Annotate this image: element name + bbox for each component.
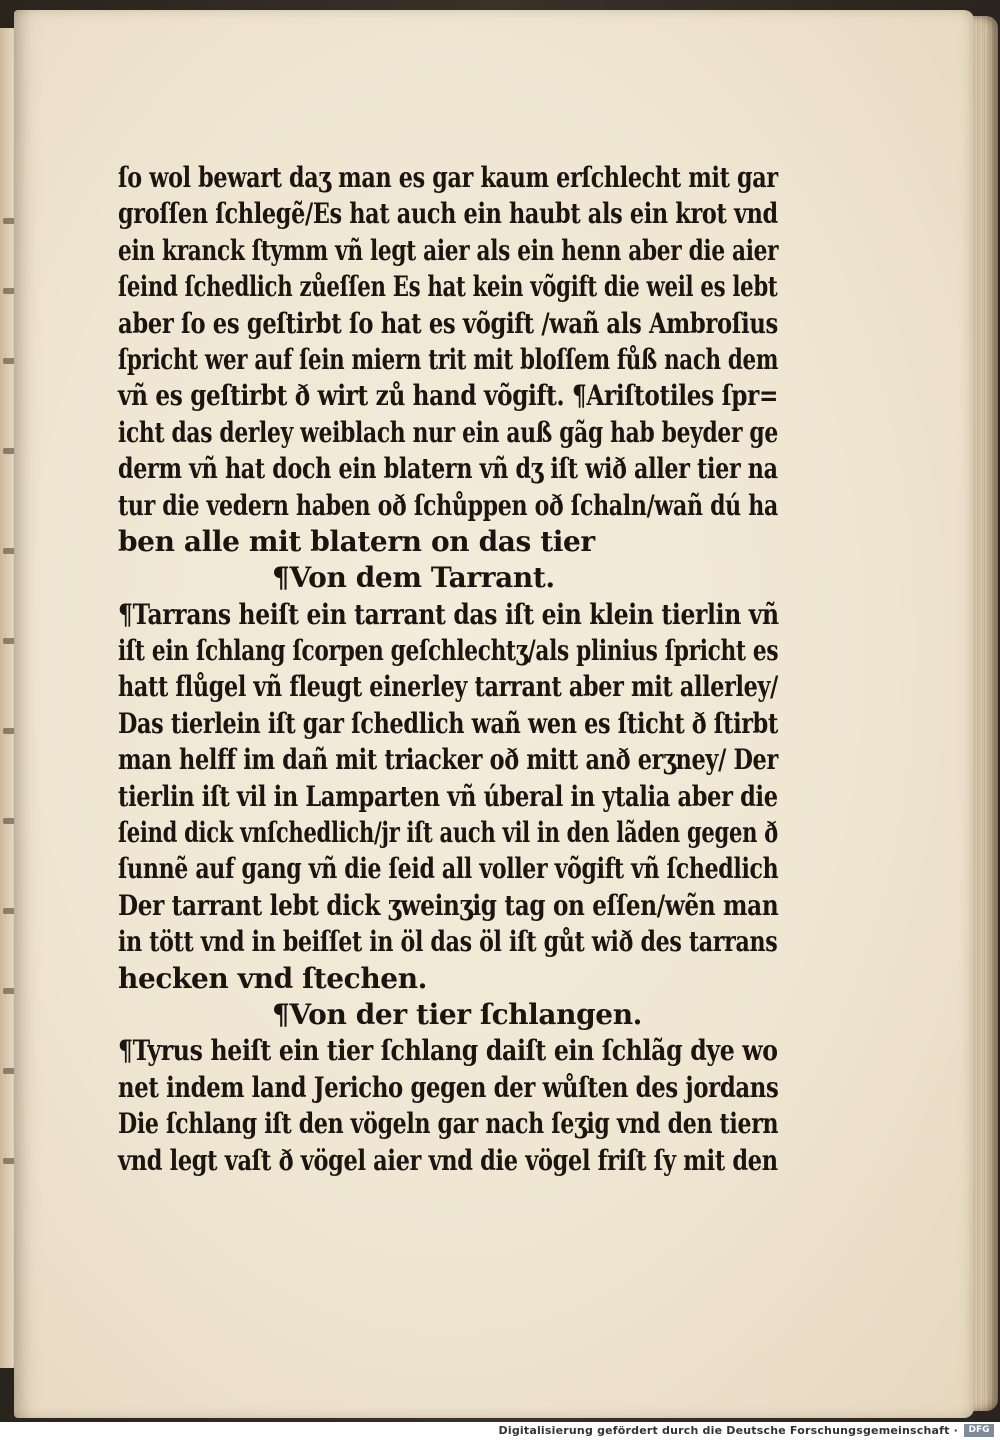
text-line: tierlin iſt vil in Lamparten vñ úberal in ytalia aber die: [118, 779, 778, 813]
text-line: in tött vnd in beiſſet in öl das öl iſt gůt wið des tarrans: [118, 925, 778, 959]
section-heading: ¶Von der tier ſchlangen.: [272, 997, 643, 1031]
text-line: hecken vnd ſtechen.: [118, 961, 428, 995]
text-line: Das tierlein iſt gar ſchedlich wañ wen es ſticht ð ſtirbt: [118, 706, 778, 740]
text-line: net indem land Jericho gegen der wůſten des jordans: [118, 1070, 779, 1104]
text-block: [118, 160, 778, 1179]
text-line: aber ſo es geſtirbt ſo hat es võgift /wañ als Ambroſius: [118, 306, 778, 340]
text-line: groſſen ſchlegẽ/Es hat auch ein haubt als ein krot vnd: [118, 197, 778, 231]
text-line: iſt ein ſchlang ſcorpen geſchlechtʒ/als plinius ſpricht es: [118, 634, 779, 668]
text-line: man helff im dañ mit triacker oð mitt anð erʒney/ Der: [118, 743, 778, 777]
text-line: icht das derley weiblach nur ein auß gãg hab beyder ge: [118, 415, 778, 449]
text-line: vnd legt vaſt ð vögel aier vnd die vögel friſt ſy mit den: [118, 1143, 778, 1177]
text-line: ben alle mit blatern on das tier: [118, 524, 595, 558]
text-line: ſeind ſchedlich zůeſſen Es hat kein võgift die weil es lebt: [118, 270, 778, 304]
text-line: vñ es geſtirbt ð wirt zů hand võgift. ¶Ariſtotiles ſpr=: [118, 379, 779, 413]
text-line: Die ſchlang iſt den vögeln gar nach ſeʒig vnd den tiern: [118, 1107, 779, 1141]
text-line: ein kranck ſtymm vñ legt aier als ein henn aber die aier: [118, 233, 779, 267]
text-line: Der tarrant lebt dick ʒweinʒig tag on eſſen/wẽn man: [118, 888, 779, 922]
text-line: ¶Tyrus heiſt ein tier ſchlang daiſt ein ſchlãg dye wo: [118, 1034, 778, 1068]
text-line: hatt flůgel vñ fleugt einerley tarrant aber mit allerley/: [118, 670, 778, 704]
text-line: derm vñ hat doch ein blatern vñ dʒ iſt wið aller tier na: [118, 452, 778, 486]
text-line: ſpricht wer auf ſein miern trit mit bloſſem fůß nach dem: [118, 342, 779, 376]
footer-bar: [0, 1422, 1000, 1440]
text-line: ¶Tarrans heiſt ein tarrant das iſt ein klein tierlin vñ: [118, 597, 779, 631]
funding-credit: Digitalisierung gefördert durch die Deutsche Forschungsgemeinschaft ·: [498, 1424, 958, 1437]
text-line: ſeind dick vnſchedlich/jr iſt auch vil in den lãden gegen ð: [118, 816, 778, 850]
text-line: tur die vedern haben oð ſchůppen oð ſchaln/wañ dú ha: [118, 488, 778, 522]
dfg-logo-icon: DFG: [964, 1424, 994, 1437]
text-line: ſunnẽ auf gang vñ die ſeid all voller võgift vñ ſchedlich: [118, 852, 779, 886]
section-heading: ¶Von dem Tarrant.: [272, 561, 555, 595]
text-line: ſo wol bewart daʒ man es gar kaum erſchlecht mit gar: [118, 161, 778, 194]
